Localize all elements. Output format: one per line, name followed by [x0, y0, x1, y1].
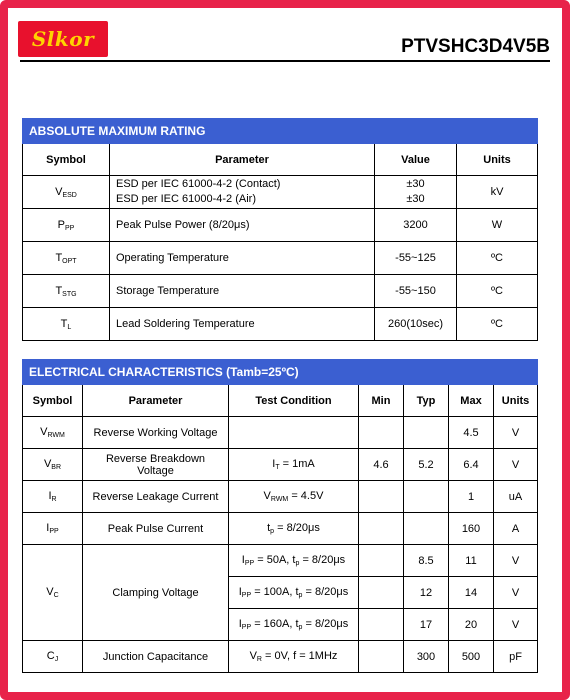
- table-row: [23, 242, 538, 275]
- min-cell: [359, 609, 404, 641]
- typ-cell: [404, 513, 449, 545]
- max-cell: 160: [449, 513, 494, 545]
- unit-cell: A: [494, 513, 538, 545]
- condition-cell: $I_{PP} = 100A$, $t_p = 8/20\mu s$: [229, 577, 359, 609]
- unit-cell: ºC: [457, 275, 538, 308]
- symbol-cell: $T_{OPT}$: [23, 242, 110, 275]
- parameter-cell: Reverse Working Voltage: [83, 417, 229, 449]
- unit-cell: uA: [494, 481, 538, 513]
- table-row: [23, 176, 538, 209]
- parameter-cell: Reverse Leakage Current: [83, 481, 229, 513]
- table-row: [23, 209, 538, 242]
- condition-cell: $I_T = 1mA$: [229, 449, 359, 481]
- parameter-cell: ESD per IEC 61000-4-2 (Contact) ESD per IEC 61000-4-2 (Air): [110, 176, 375, 209]
- typ-cell: [404, 417, 449, 449]
- col-header: Symbol: [23, 144, 110, 176]
- col-header: Symbol: [23, 385, 83, 417]
- symbol-cell: $V_C$: [23, 545, 83, 641]
- symbol-cell: $V_{BR}$: [23, 449, 83, 481]
- table-header-row: [23, 385, 538, 417]
- max-cell: 500: [449, 641, 494, 673]
- col-header: Units: [494, 385, 538, 417]
- symbol-cell: $T_L$: [23, 308, 110, 341]
- col-header: Units: [457, 144, 538, 176]
- condition-cell: $I_{PP} = 50A$, $t_p = 8/20\mu s$: [229, 545, 359, 577]
- ec-title: ELECTRICAL CHARACTERISTICS (Tamb=25ºC): [23, 360, 538, 385]
- parameter-cell: Peak Pulse Current: [83, 513, 229, 545]
- amr-title: ABSOLUTE MAXIMUM RATING: [23, 119, 538, 144]
- typ-cell: 8.5: [404, 545, 449, 577]
- table-row: [23, 641, 538, 673]
- min-cell: [359, 417, 404, 449]
- col-header: Typ: [404, 385, 449, 417]
- table-banner: [23, 119, 538, 144]
- unit-cell: W: [457, 209, 538, 242]
- condition-cell: $I_{PP} = 160A$, $t_p = 8/20\mu s$: [229, 609, 359, 641]
- unit-cell: kV: [457, 176, 538, 209]
- min-cell: [359, 545, 404, 577]
- parameter-cell: Operating Temperature: [110, 242, 375, 275]
- parameter-cell: Reverse Breakdown Voltage: [83, 449, 229, 481]
- unit-cell: pF: [494, 641, 538, 673]
- min-cell: [359, 481, 404, 513]
- unit-cell: V: [494, 417, 538, 449]
- table-row: [23, 417, 538, 449]
- value-cell: ±30 ±30: [375, 176, 457, 209]
- max-cell: 1: [449, 481, 494, 513]
- value-cell: -55~150: [375, 275, 457, 308]
- min-cell: [359, 641, 404, 673]
- table-row: [23, 449, 538, 481]
- part-number: PTVSHC3D4V5B: [401, 36, 550, 57]
- typ-cell: 5.2: [404, 449, 449, 481]
- parameter-cell: Lead Soldering Temperature: [110, 308, 375, 341]
- typ-cell: 300: [404, 641, 449, 673]
- table-banner: [23, 360, 538, 385]
- parameter-cell: Peak Pulse Power (8/20μs): [110, 209, 375, 242]
- unit-cell: V: [494, 545, 538, 577]
- unit-cell: ºC: [457, 242, 538, 275]
- col-header: Min: [359, 385, 404, 417]
- logo-text: Slkor: [31, 27, 95, 51]
- unit-cell: V: [494, 609, 538, 641]
- max-cell: 6.4: [449, 449, 494, 481]
- condition-cell: $V_{RWM} = 4.5V$: [229, 481, 359, 513]
- col-header: Value: [375, 144, 457, 176]
- col-header: Test Condition: [229, 385, 359, 417]
- min-cell: 4.6: [359, 449, 404, 481]
- table-header-row: [23, 144, 538, 176]
- condition-cell: $t_p = 8/20\mu s$: [229, 513, 359, 545]
- col-header: Parameter: [110, 144, 375, 176]
- table-row: [23, 481, 538, 513]
- absolute-max-rating-table: [22, 118, 538, 341]
- parameter-cell: Storage Temperature: [110, 275, 375, 308]
- symbol-cell: $I_{PP}$: [23, 513, 83, 545]
- symbol-cell: $V_{ESD}$: [23, 176, 110, 209]
- table-row: [23, 275, 538, 308]
- table-row: [23, 513, 538, 545]
- brand-logo: [18, 21, 108, 57]
- parameter-cell: Junction Capacitance: [83, 641, 229, 673]
- electrical-characteristics-table: [22, 359, 538, 673]
- symbol-cell: $V_{RWM}$: [23, 417, 83, 449]
- typ-cell: 17: [404, 609, 449, 641]
- max-cell: 4.5: [449, 417, 494, 449]
- symbol-cell: $T_{STG}$: [23, 275, 110, 308]
- max-cell: 20: [449, 609, 494, 641]
- header-divider: [20, 60, 550, 62]
- min-cell: [359, 513, 404, 545]
- col-header: Max: [449, 385, 494, 417]
- table-row: [23, 545, 538, 577]
- typ-cell: 12: [404, 577, 449, 609]
- symbol-cell: $I_R$: [23, 481, 83, 513]
- unit-cell: ºC: [457, 308, 538, 341]
- unit-cell: V: [494, 449, 538, 481]
- value-cell: -55~125: [375, 242, 457, 275]
- symbol-cell: $P_{PP}$: [23, 209, 110, 242]
- condition-cell: $V_R = 0V$, f = 1MHz: [229, 641, 359, 673]
- condition-cell: [229, 417, 359, 449]
- parameter-cell: Clamping Voltage: [83, 545, 229, 641]
- max-cell: 11: [449, 545, 494, 577]
- typ-cell: [404, 481, 449, 513]
- col-header: Parameter: [83, 385, 229, 417]
- value-cell: 3200: [375, 209, 457, 242]
- table-row: [23, 308, 538, 341]
- value-cell: 260(10sec): [375, 308, 457, 341]
- max-cell: 14: [449, 577, 494, 609]
- symbol-cell: $C_J$: [23, 641, 83, 673]
- unit-cell: V: [494, 577, 538, 609]
- min-cell: [359, 577, 404, 609]
